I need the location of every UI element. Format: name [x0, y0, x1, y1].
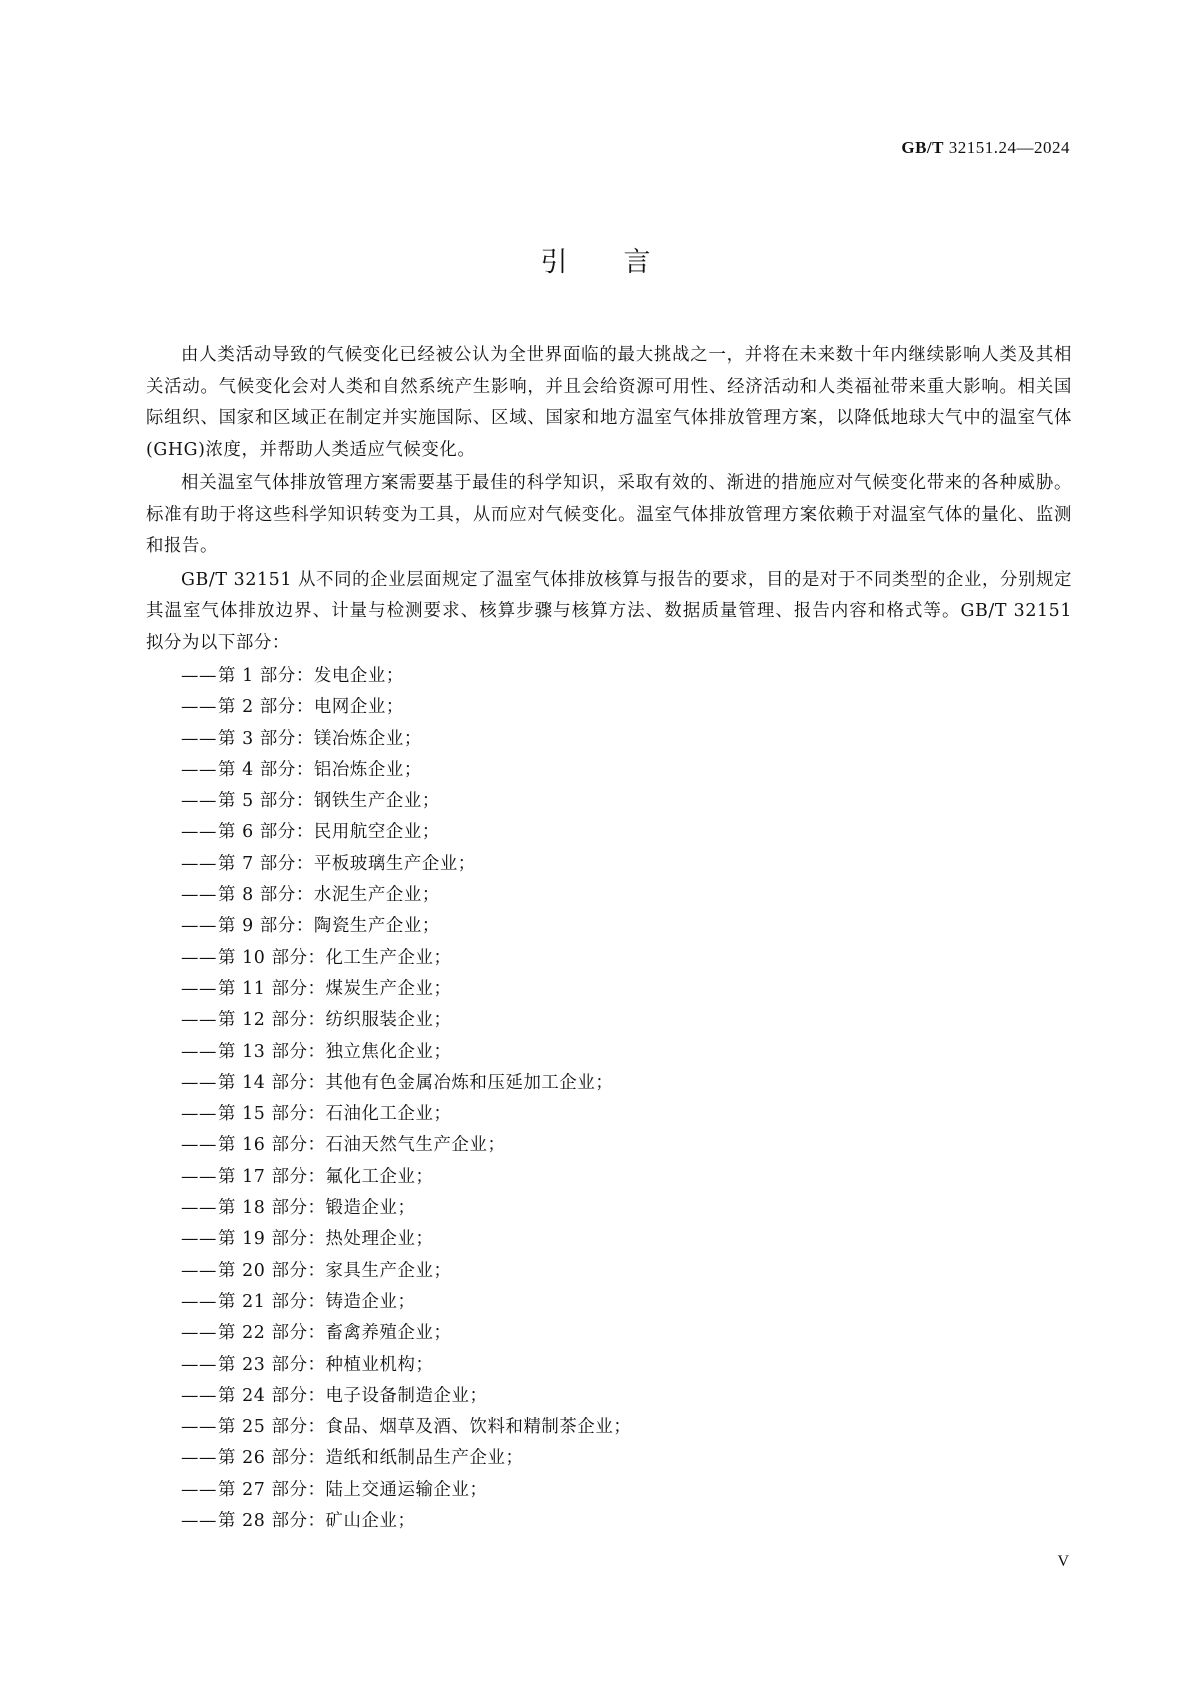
list-dash: —— — [181, 978, 217, 999]
list-item — [146, 1506, 1072, 1537]
list-dash: —— — [181, 728, 217, 749]
list-dash: —— — [181, 947, 217, 968]
list-item — [146, 1381, 1072, 1412]
page-title: 引言 — [540, 247, 707, 278]
list-item — [146, 1005, 1072, 1036]
list-item — [146, 786, 1072, 817]
list-item-text: 第 20 部分：家具生产企业； — [218, 1260, 452, 1281]
list-dash: —— — [181, 1291, 217, 1312]
document-code-number: 32151.24—2024 — [944, 138, 1070, 157]
list-dash: —— — [181, 885, 217, 906]
body-content — [146, 340, 1072, 1537]
parts-list — [146, 661, 1072, 1537]
list-item-text: 第 19 部分：热处理企业； — [218, 1229, 434, 1250]
list-item-text: 第 24 部分：电子设备制造企业； — [218, 1385, 488, 1406]
list-item — [146, 817, 1072, 848]
list-item — [146, 1068, 1072, 1099]
list-dash: —— — [181, 666, 217, 686]
list-item — [146, 724, 1072, 755]
list-item-text: 第 18 部分：锻造企业； — [218, 1198, 416, 1219]
list-item-text: 第 14 部分：其他有色金属冶炼和压延加工企业； — [218, 1072, 614, 1093]
document-code — [901, 138, 1070, 158]
list-item-text: 第 1 部分：发电企业； — [218, 666, 404, 686]
list-item-text: 第 4 部分：铝冶炼企业； — [218, 759, 422, 780]
list-dash: —— — [181, 1417, 217, 1438]
list-item-text: 第 11 部分：煤炭生产企业； — [218, 978, 452, 999]
list-item — [146, 1193, 1072, 1224]
list-dash: —— — [181, 759, 217, 780]
list-item — [146, 849, 1072, 880]
list-item-text: 第 17 部分：氟化工企业； — [218, 1166, 434, 1187]
list-item-text: 第 9 部分：陶瓷生产企业； — [218, 916, 440, 937]
list-item — [146, 1037, 1072, 1068]
list-dash: —— — [181, 1072, 217, 1093]
list-item — [146, 1412, 1072, 1443]
list-item — [146, 1099, 1072, 1130]
list-dash: —— — [181, 1354, 217, 1375]
list-item-text: 第 25 部分：食品、烟草及酒、饮料和精制茶企业； — [218, 1417, 632, 1438]
list-dash: —— — [181, 1260, 217, 1281]
list-dash: —— — [181, 1010, 217, 1031]
list-dash: —— — [181, 1198, 217, 1219]
list-dash: —— — [181, 1041, 217, 1062]
list-item-text: 第 3 部分：镁冶炼企业； — [218, 728, 422, 749]
list-item-text: 第 16 部分：石油天然气生产企业； — [218, 1135, 506, 1156]
list-item — [146, 1318, 1072, 1349]
list-item-text: 第 6 部分：民用航空企业； — [218, 822, 440, 843]
list-item-text: 第 23 部分：种植业机构； — [218, 1354, 434, 1375]
list-item — [146, 692, 1072, 723]
list-item — [146, 943, 1072, 974]
list-item — [146, 1350, 1072, 1381]
list-item — [146, 661, 1072, 692]
list-item-text: 第 12 部分：纺织服装企业； — [218, 1010, 452, 1031]
list-dash: —— — [181, 916, 217, 937]
list-item-text: 第 5 部分：钢铁生产企业； — [218, 791, 440, 812]
list-dash: —— — [181, 1323, 217, 1344]
list-dash: —— — [181, 697, 217, 718]
list-item — [146, 1224, 1072, 1255]
list-item — [146, 1256, 1072, 1287]
list-dash: —— — [181, 1135, 217, 1156]
list-dash: —— — [181, 1448, 217, 1469]
list-item — [146, 1443, 1072, 1474]
list-item-text: 第 26 部分：造纸和纸制品生产企业； — [218, 1448, 524, 1469]
list-item — [146, 1475, 1072, 1506]
list-item — [146, 880, 1072, 911]
list-item — [146, 974, 1072, 1005]
list-dash: —— — [181, 1229, 217, 1250]
list-item-text: 第 27 部分：陆上交通运输企业； — [218, 1479, 488, 1500]
list-item-text: 第 15 部分：石油化工企业； — [218, 1104, 452, 1125]
list-item — [146, 1162, 1072, 1193]
list-item-text: 第 10 部分：化工生产企业； — [218, 947, 452, 968]
list-item-text: 第 2 部分：电网企业； — [218, 697, 404, 718]
list-dash: —— — [181, 1479, 217, 1500]
paragraph-2: 相关温室气体排放管理方案需要基于最佳的科学知识，采取有效的、渐进的措施应对气候变化带来的各种威胁。标准有助于将这些科学知识转变为工具，从而应对气候变化。温室气体排放管理方案依赖于对温室气体的量化、监测和报告。 — [146, 473, 1072, 556]
list-item — [146, 755, 1072, 786]
list-dash: —— — [181, 853, 217, 874]
list-item-text: 第 21 部分：铸造企业； — [218, 1291, 416, 1312]
list-dash: —— — [181, 1166, 217, 1187]
page-number: V — [1057, 1553, 1069, 1570]
list-item-text: 第 22 部分：畜禽养殖企业； — [218, 1323, 452, 1344]
list-item — [146, 911, 1072, 942]
list-item-text: 第 13 部分：独立焦化企业； — [218, 1041, 452, 1062]
list-item — [146, 1287, 1072, 1318]
paragraph-3: GB/T 32151 从不同的企业层面规定了温室气体排放核算与报告的要求，目的是对于不同类型的企业，分别规定其温室气体排放边界、计量与检测要求、核算步骤与核算方法、数据质量管理、报告内容和格式等。GB/T 32151 拟分为以下部分： — [146, 569, 1072, 653]
list-dash: —— — [181, 791, 217, 812]
list-item-text: 第 8 部分：水泥生产企业； — [218, 885, 440, 906]
list-dash: —— — [181, 1104, 217, 1125]
list-item-text: 第 28 部分：矿山企业； — [218, 1511, 416, 1532]
document-code-prefix: GB/T — [901, 138, 944, 157]
list-dash: —— — [181, 822, 217, 843]
list-item-text: 第 7 部分：平板玻璃生产企业； — [218, 853, 476, 874]
list-item — [146, 1130, 1072, 1161]
paragraph-1: 由人类活动导致的气候变化已经被公认为全世界面临的最大挑战之一，并将在未来数十年内继续影响人类及其相关活动。气候变化会对人类和自然系统产生影响，并且会给资源可用性、经济活动和人类福祉带来重大影响。相关国际组织、国家和区域正在制定并实施国际、区域、国家和地方温室气体排放管理方案，以降低地球大气中的温室气体(GHG)浓度，并帮助人类适应气候变化。 — [146, 345, 1072, 460]
list-dash: —— — [181, 1511, 217, 1532]
list-dash: —— — [181, 1385, 217, 1406]
